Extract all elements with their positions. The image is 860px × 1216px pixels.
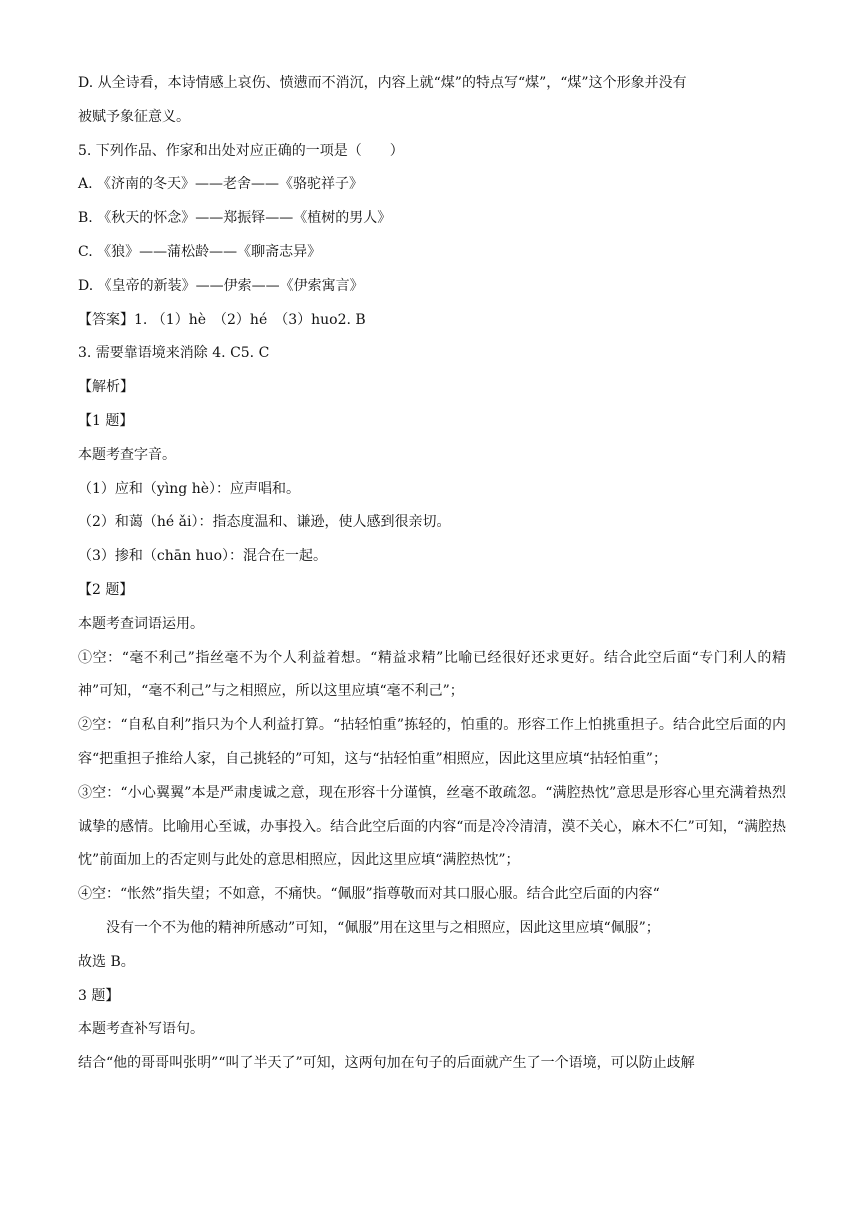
answer-line-1: 【答案】1. （1）hè （2）hé （3）huo2. B — [78, 311, 366, 328]
question-5-option-d: D. 《皇帝的新装》——伊索——《伊索寓言》 — [78, 277, 364, 294]
topic-2-conclusion: 故选 B。 — [78, 953, 135, 970]
topic-2-paragraph-2: ②空：“自私自利”指只为个人利益打算。“拈轻怕重”拣轻的，怕重的。形容工作上怕挑重担子。结合此空后面的内容“把重担子推给人家，自己挑轻的”可知，这与“拈轻怕重”相照应，因此这里应填“拈轻怕重”； — [78, 717, 786, 767]
option-d-line-1: D. 从全诗看，本诗情感上哀伤、愤懑而不消沉，内容上就“煤”的特点写“煤”，“煤”这个形象并没有 — [78, 75, 687, 91]
answer-line-2: 3. 需要靠语境来消除 4. C5. C — [78, 345, 270, 362]
question-5-option-b: B. 《秋天的怀念》——郑振铎——《植树的男人》 — [78, 210, 392, 227]
topic-1-item-3: （3）掺和（chān huo）：混合在一起。 — [78, 548, 328, 565]
topic-2-description: 本题考查词语运用。 — [78, 615, 204, 632]
topic-1-heading: 【1 题】 — [78, 412, 134, 429]
option-d-line-2: 被赋予象征意义。 — [78, 108, 190, 125]
topic-1-item-2: （2）和蔼（hé ǎi）：指态度温和、谦逊，使人感到很亲切。 — [78, 514, 451, 531]
topic-2-paragraph-4-continued: 没有一个不为他的精神所感动”可知，“佩服”用在这里与之相照应，因此这里应填“佩服”； — [106, 919, 660, 936]
analysis-heading: 【解析】 — [78, 379, 134, 396]
topic-2-heading: 【2 题】 — [78, 581, 134, 598]
topic-3-paragraph-1: 结合“他的哥哥叫张明”“叫了半天了”可知，这两句加在句子的后面就产生了一个语境，可以防止歧解 — [78, 1055, 695, 1072]
topic-2-paragraph-3: ③空：“小心翼翼”本是严肃虔诚之意，现在形容十分谨慎，丝毫不敢疏忽。“满腔热忱”意思是形容心里充满着热烈诚挚的感情。比喻用心至诚，办事投入。结合此空后面的内容“而是冷冷清清，漠不关心，麻木不仁”可知，“满腔热忱”前面加上的否定则与此处的意思相照应，因此这里应填“满腔热忱”； — [78, 784, 786, 869]
document-page — [78, 67, 786, 1081]
question-5-option-a: A. 《济南的冬天》——老舍——《骆驼祥子》 — [78, 176, 364, 193]
topic-3-heading: 3 题】 — [78, 987, 120, 1004]
topic-1-item-1: （1）应和（yìng hè）：应声唱和。 — [78, 480, 301, 497]
topic-3-description: 本题考查补写语句。 — [78, 1021, 204, 1038]
topic-1-description: 本题考查字音。 — [78, 446, 176, 463]
topic-2-paragraph-1: ①空：“毫不利己”指丝毫不为个人利益着想。“精益求精”比喻已经很好还求更好。结合此空后面“专门利人的精神”可知，“毫不利己”与之相照应，所以这里应填“毫不利己”； — [78, 649, 786, 700]
question-5-option-c: C. 《狼》——蒲松龄——《聊斋志异》 — [78, 243, 322, 260]
question-5: 5. 下列作品、作家和出处对应正确的一项是（ ） — [78, 142, 404, 159]
topic-2-paragraph-4: ④空：“怅然”指失望；不如意，不痛快。“佩服”指尊敬而对其口服心服。结合此空后面的内容“ — [78, 886, 660, 903]
